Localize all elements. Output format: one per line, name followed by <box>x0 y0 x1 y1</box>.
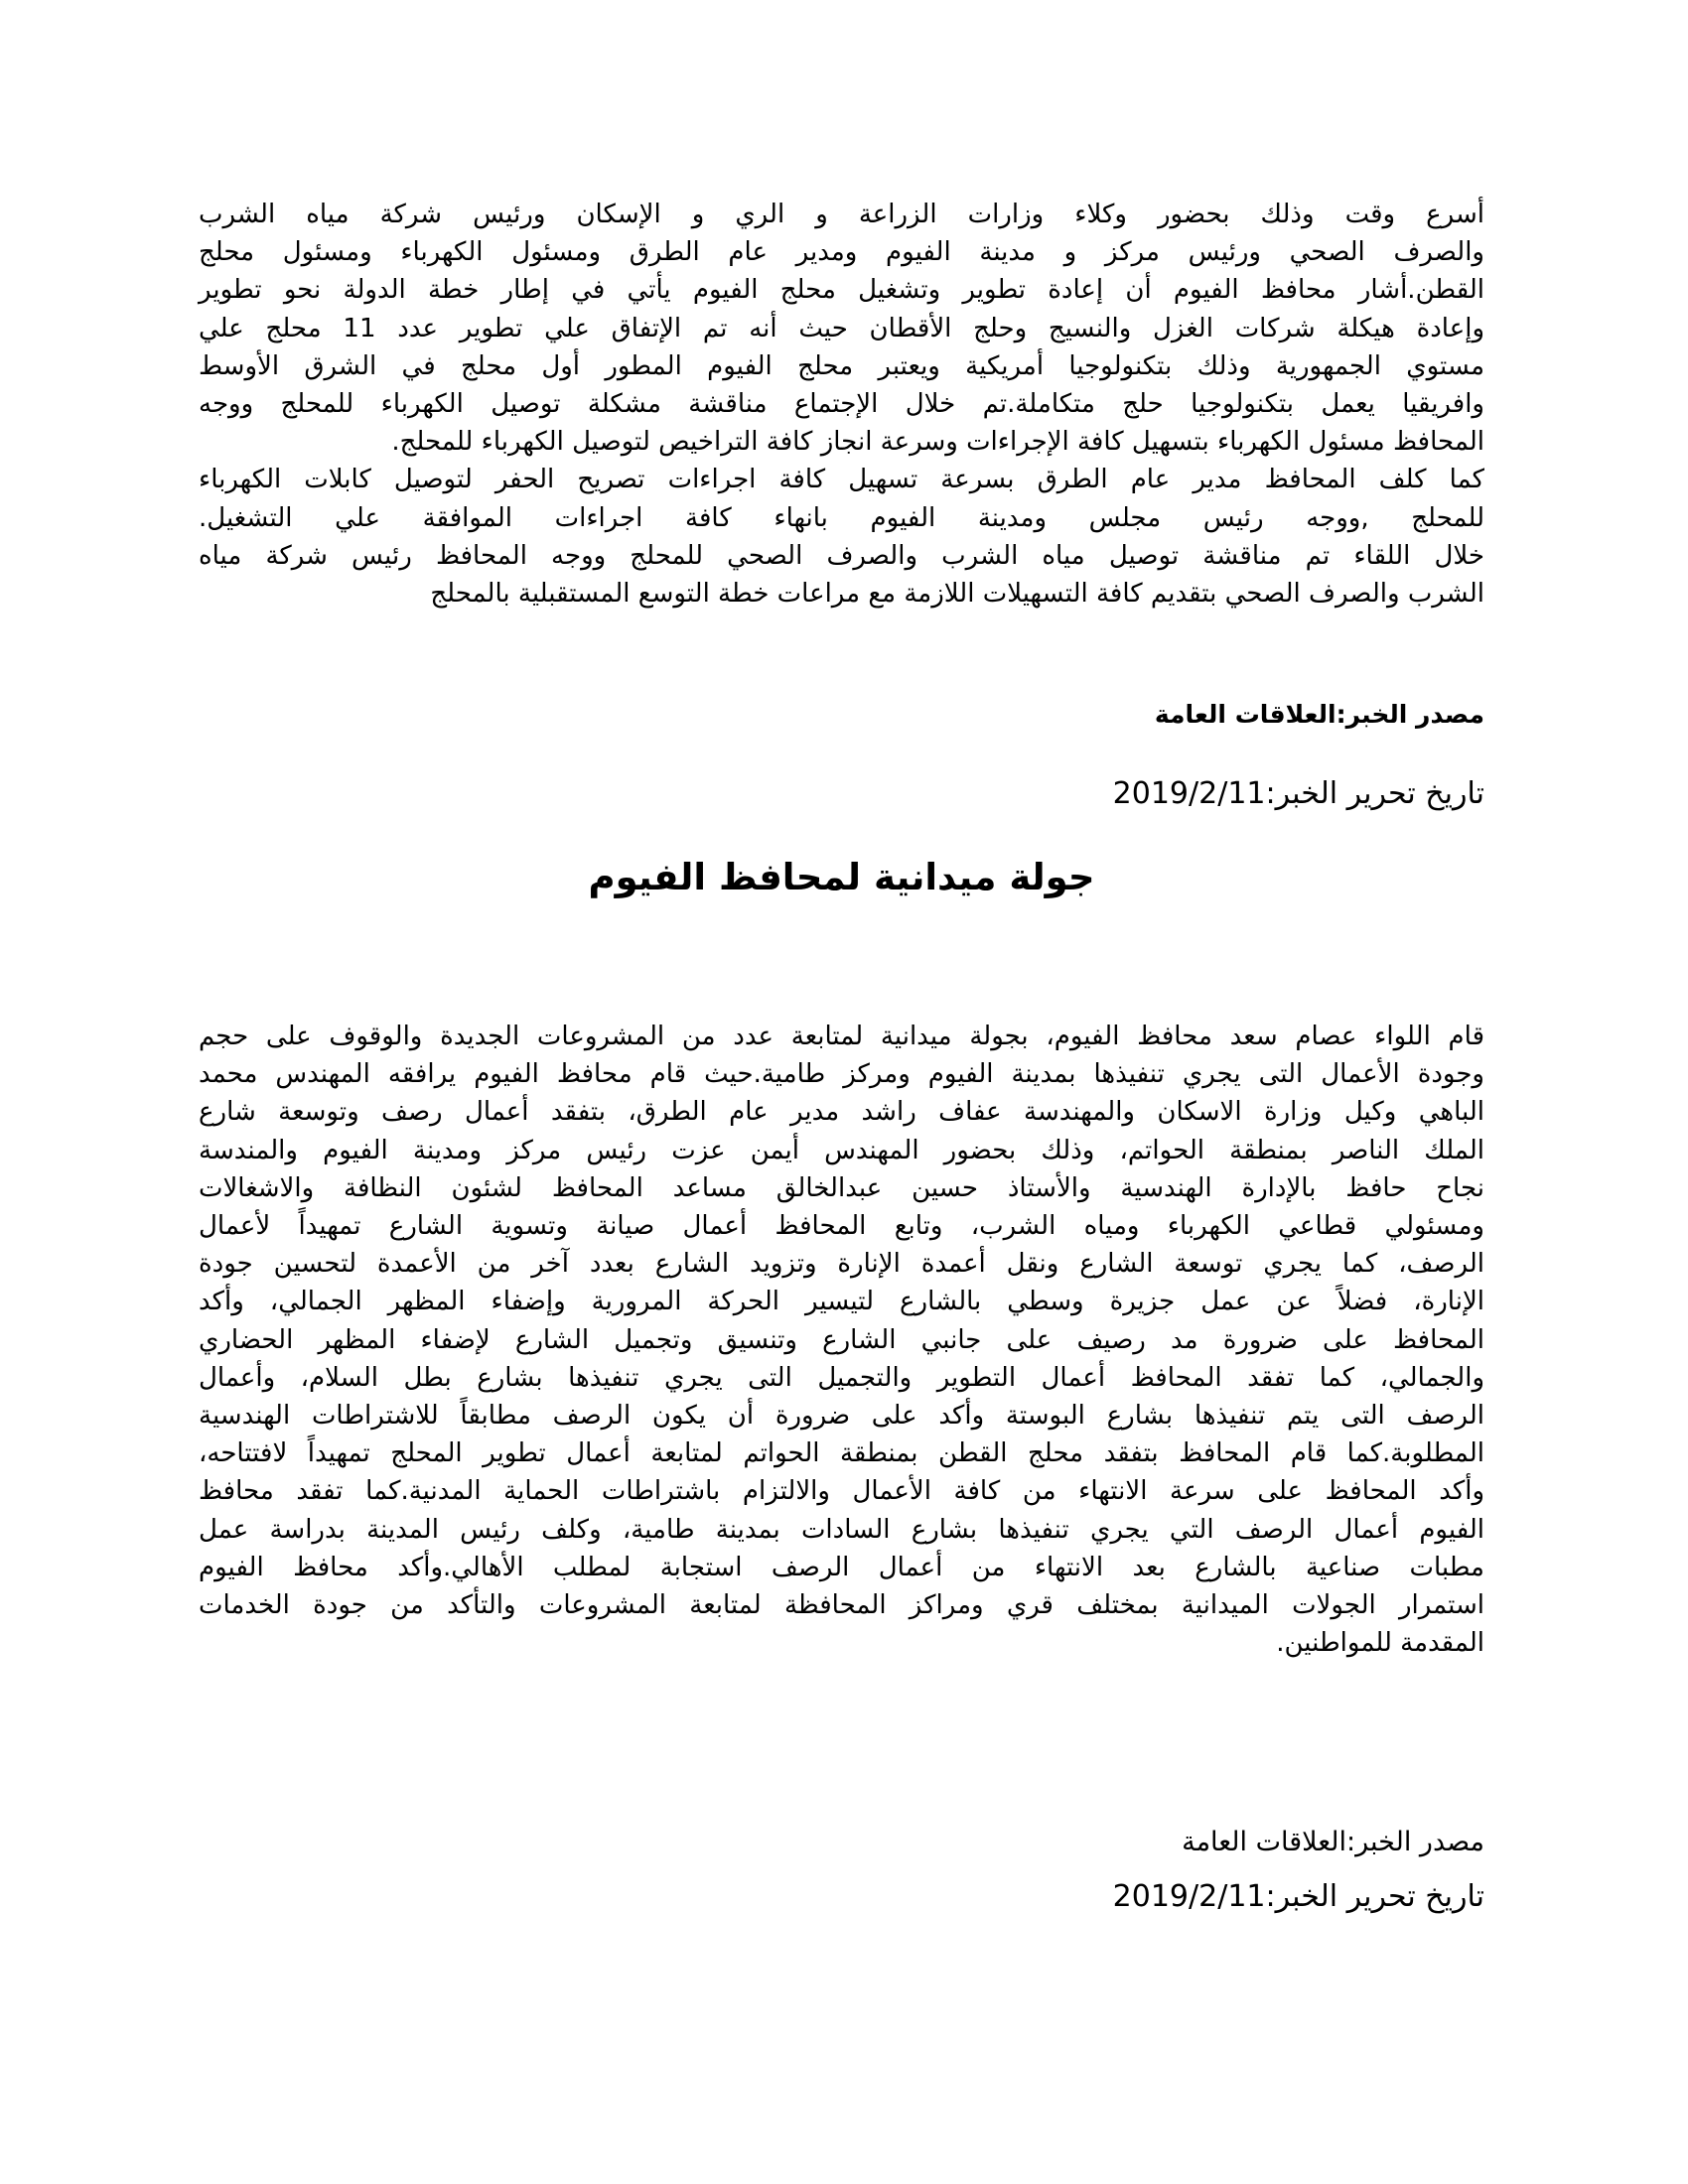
article-2-line: الفيوم أعمال الرصف التي يجري تنفيذها بشارع السادات بمدينة طامية، وكلف رئيس المدينة بدراسة عمل <box>199 1514 1484 1545</box>
article-2-line: الإنارة، فضلاً عن عمل جزيرة وسطي بالشارع لتيسير الحركة المرورية وإضفاء المظهر الجمالي، وأكد <box>199 1287 1484 1317</box>
article-1-line: وافريقيا يعمل بتكنولوجيا حلج متكاملة.تم خلال الإجتماع مناقشة مشكلة توصيل الكهرباء للمحلج ووجه <box>199 389 1484 420</box>
article-2-line: الرصف التى يتم تنفيذها بشارع البوستة وأكد على ضرورة أن يكون الرصف مطابقاً للاشتراطات الهندسية <box>199 1401 1484 1432</box>
article-1-line: وإعادة هيكلة شركات الغزل والنسيج وحلج الأقطان حيث أنه تم الإتفاق علي تطوير عدد 11 محلج علي <box>199 313 1484 343</box>
article-2-line: مطبات صناعية بالشارع بعد الانتهاء من أعمال الرصف استجابة لمطلب الأهالي.وأكد محافظ الفيوم <box>199 1552 1484 1582</box>
article-1-source: مصدر الخبر:العلاقات العامة <box>1154 700 1484 729</box>
article-2-line: المطلوبة.كما قام المحافظ بتفقد محلج القطن بمنطقة الحواتم لمتابعة أعمال تطوير المحلج تمهيداً لافتتاحه، <box>199 1438 1484 1469</box>
article-2-line: وجودة الأعمال التى يجري تنفيذها بمدينة الفيوم ومركز طامية.حيث قام محافظ الفيوم يرافقه المهندس محمد <box>199 1059 1484 1090</box>
article-1-line: والصرف الصحي ورئيس مركز و مدينة الفيوم ومدير عام الطرق ومسئول الكهرباء ومسئول محلج <box>199 237 1484 268</box>
article-2-source: مصدر الخبر:العلاقات العامة <box>1182 1827 1484 1857</box>
article-2-date: تاريخ تحرير الخبر:2019/2/11 <box>1112 1879 1484 1914</box>
article-2-line: الملك الناصر بمنطقة الحواتم، وذلك بحضور المهندس أيمن عزت رئيس مركز ومدينة الفيوم والمندسة <box>199 1135 1484 1165</box>
article-2-line: وأكد المحافظ على سرعة الانتهاء من كافة الأعمال والالتزام باشتراطات الحماية المدنية.كما تفقد محافظ <box>199 1476 1484 1507</box>
article-2-line: الباهي وكيل وزارة الاسكان والمهندسة عفاف راشد مدير عام الطرق، بتفقد أعمال رصف وتوسعة شارع <box>199 1097 1484 1128</box>
article-2-title: جولة ميدانية لمحافظ الفيوم <box>588 856 1095 898</box>
article-1-line: الشرب والصرف الصحي بتقديم كافة التسهيلات اللازمة مع مراعات خطة التوسع المستقبلية بالمحلج <box>430 579 1484 610</box>
article-1-line: أسرع وقت وذلك بحضور وكلاء وزارات الزراعة و الري و الإسكان ورئيس شركة مياه الشرب <box>199 200 1484 229</box>
article-1-line: للمحلج ,ووجه رئيس مجلس ومدينة الفيوم بانهاء كافة اجراءات الموافقة علي التشغيل. <box>199 502 1484 533</box>
article-1-line: المحافظ مسئول الكهرباء بتسهيل كافة الإجراءات وسرعة انجاز كافة التراخيص لتوصيل الكهرباء للمحلج. <box>391 427 1484 458</box>
article-1-body <box>199 196 1484 613</box>
article-2-line: الرصف، كما يجري توسعة الشارع ونقل أعمدة الإنارة وتزويد الشارع بعدد آخر من الأعمدة لتحسين جودة <box>199 1249 1484 1280</box>
article-2-body <box>199 1018 1484 1662</box>
article-2-line: المقدمة للمواطنين. <box>1276 1628 1484 1659</box>
article-2-line: قام اللواء عصام سعد محافظ الفيوم، بجولة ميدانية لمتابعة عدد من المشروعات الجديدة والوقوف على حجم <box>199 1022 1484 1051</box>
article-1-line: مستوي الجمهورية وذلك بتكنولوجيا أمريكية ويعتبر محلج الفيوم المطور أول محلج في الشرق الأوسط <box>199 350 1484 381</box>
article-2-line: والجمالي، كما تفقد المحافظ أعمال التطوير والتجميل التى يجري تنفيذها بشارع بطل السلام، وأعمال <box>199 1362 1484 1393</box>
article-2-line: المحافظ على ضرورة مد رصيف على جانبي الشارع وتنسيق وتجميل الشارع لإضفاء المظهر الحضاري <box>199 1324 1484 1355</box>
article-1-line: كما كلف المحافظ مدير عام الطرق بسرعة تسهيل كافة اجراءات تصريح الحفر لتوصيل كابلات الكهرباء <box>199 465 1484 495</box>
article-1-line: القطن.أشار محافظ الفيوم أن إعادة تطوير وتشغيل محلج الفيوم يأتي في إطار خطة الدولة نحو تطوير <box>199 275 1484 306</box>
article-2-line: ومسئولي قطاعي الكهرباء ومياه الشرب، وتابع المحافظ أعمال صيانة وتسوية الشارع تمهيداً لأعمال <box>199 1211 1484 1242</box>
article-1-line: خلال اللقاء تم مناقشة توصيل مياه الشرب والصرف الصحي للمحلج ووجه المحافظ رئيس شركة مياه <box>199 540 1484 571</box>
article-2-line: استمرار الجولات الميدانية بمختلف قري ومراكز المحافظة لمتابعة المشروعات والتأكد من جودة الخدمات <box>199 1590 1484 1621</box>
article-1-date: تاريخ تحرير الخبر:2019/2/11 <box>1112 776 1484 811</box>
article-2-line: نجاح حافظ بالإدارة الهندسية والأستاذ حسين عبدالخالق مساعد المحافظ لشئون النظافة والاشغالات <box>199 1172 1484 1203</box>
